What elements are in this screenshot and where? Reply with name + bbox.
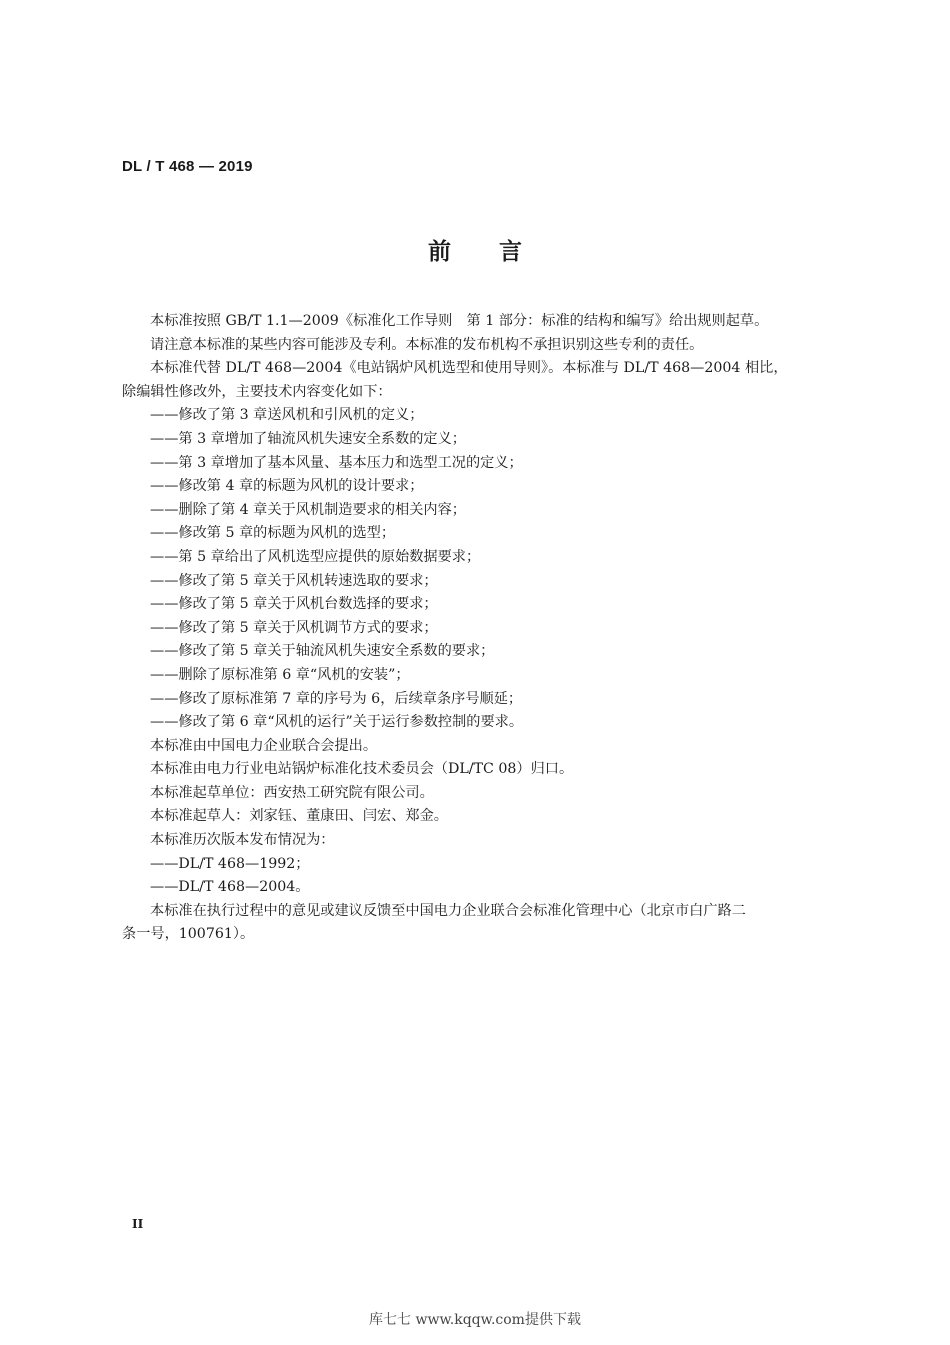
foreword-body	[122, 310, 834, 947]
list-item: ——修改第 4 章的标题为风机的设计要求；	[150, 478, 424, 495]
paragraph-continuation: 除编辑性修改外，主要技术内容变化如下：	[122, 383, 392, 400]
paragraph: 本标准历次版本发布情况为：	[150, 832, 335, 849]
list-item: ——DL/T 468—2004。	[150, 879, 310, 896]
list-item: ——第 3 章增加了基本风量、基本压力和选型工况的定义；	[150, 454, 523, 471]
paragraph: 本标准由中国电力企业联合会提出。	[150, 737, 378, 754]
list-item: ——修改了第 5 章关于风机台数选择的要求；	[150, 596, 438, 613]
paragraph: 本标准起草单位：西安热工研究院有限公司。	[150, 784, 434, 801]
page-number: II	[132, 1217, 144, 1231]
list-item: ——第 3 章增加了轴流风机失速安全系数的定义；	[150, 430, 466, 447]
list-item: ——删除了第 4 章关于风机制造要求的相关内容；	[150, 501, 466, 518]
paragraph: 本标准按照 GB/T 1.1—2009《标准化工作导则 第 1 部分：标准的结构和编写》给出规则起草。	[150, 313, 769, 329]
list-item: ——第 5 章给出了风机选型应提供的原始数据要求；	[150, 548, 481, 565]
list-item: ——修改了第 6 章“风机的运行”关于运行参数控制的要求。	[150, 714, 524, 731]
document-code: DL / T 468 — 2019	[122, 158, 253, 175]
paragraph-continuation: 条一号，100761）。	[122, 926, 255, 943]
paragraph: 请注意本标准的某些内容可能涉及专利。本标准的发布机构不承担识别这些专利的责任。	[150, 336, 704, 353]
list-item: ——删除了原标准第 6 章“风机的安装”；	[150, 666, 410, 683]
list-item: ——DL/T 468—1992；	[150, 855, 310, 872]
paragraph: 本标准代替 DL/T 468—2004《电站锅炉风机选型和使用导则》。本标准与 DL/T 468—2004 相比，	[150, 360, 788, 377]
list-item: ——修改第 5 章的标题为风机的选型；	[150, 525, 396, 542]
list-item: ——修改了第 3 章送风机和引风机的定义；	[150, 407, 424, 424]
list-item: ——修改了第 5 章关于轴流风机失速安全系数的要求；	[150, 643, 495, 660]
list-item: ——修改了原标准第 7 章的序号为 6，后续章条序号顺延；	[150, 690, 523, 707]
paragraph: 本标准在执行过程中的意见或建议反馈至中国电力企业联合会标准化管理中心（北京市白广路二	[150, 902, 746, 919]
paragraph: 本标准由电力行业电站锅炉标准化技术委员会（DL/TC 08）归口。	[150, 761, 574, 778]
list-item: ——修改了第 5 章关于风机转速选取的要求；	[150, 572, 438, 589]
list-item: ——修改了第 5 章关于风机调节方式的要求；	[150, 619, 438, 636]
download-watermark: 库七七 www.kqqw.com提供下载	[369, 1312, 581, 1328]
page-title: 前言	[428, 239, 570, 265]
paragraph: 本标准起草人：刘家钰、董康田、闫宏、郑金。	[150, 808, 448, 825]
